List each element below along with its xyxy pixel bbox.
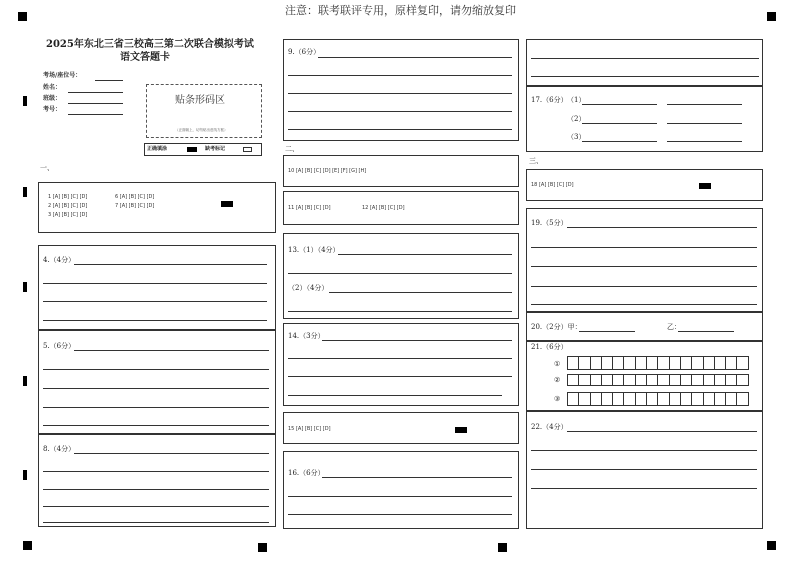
q20-label: 20.（2分）甲： — [531, 323, 582, 331]
name-field[interactable] — [68, 92, 123, 93]
answer-line — [579, 331, 635, 332]
q22-label: 22.（4分） — [531, 423, 568, 431]
q17-label: 17.（6分） — [531, 96, 568, 104]
choice-row[interactable]: 10 [A] [B] [C] [D] [E] [F] [G] [H] — [288, 168, 367, 174]
barcode-title: 贴条形码区 — [175, 95, 225, 106]
q19-label: 19.（5分） — [531, 219, 568, 227]
q14-label: 14.（3分） — [288, 332, 325, 340]
barcode-note: （正面朝上，切勿贴出虚线方框） — [175, 128, 228, 132]
answer-box-q17[interactable] — [526, 86, 763, 152]
bottom-mark-3 — [498, 543, 507, 552]
answer-line — [329, 292, 512, 293]
q21-row1-marker: ① — [554, 360, 561, 368]
answer-line — [288, 496, 512, 497]
answer-line — [43, 522, 269, 523]
seat-label: 考场/座位号： — [43, 72, 82, 79]
answer-line — [43, 283, 267, 284]
answer-line — [582, 141, 657, 142]
answer-line — [567, 431, 757, 432]
q21-row2-marker: ② — [554, 376, 561, 384]
answer-line — [531, 304, 757, 305]
corner-mark-bottom-left — [23, 541, 32, 550]
answer-line — [43, 320, 267, 321]
q13-part1-label: 13.（1）（4分） — [288, 246, 340, 254]
answer-line — [43, 506, 269, 507]
absent-mark-box[interactable] — [243, 147, 252, 152]
name-label: 姓名： — [43, 84, 62, 91]
answer-line — [531, 469, 757, 470]
answer-line — [531, 488, 757, 489]
absent-mark-label: 缺考标记 — [205, 146, 226, 152]
q20-yi-label: 乙： — [667, 323, 681, 331]
choice-row[interactable]: 15 [A] [B] [C] [D] — [288, 426, 331, 432]
q21-row3-marker: ③ — [554, 395, 561, 403]
answer-line — [531, 247, 757, 248]
answer-box-q8[interactable] — [38, 434, 276, 527]
answer-box-q22[interactable] — [526, 411, 763, 529]
answer-line — [288, 514, 512, 515]
choice-box-q15 — [283, 412, 519, 444]
answer-line — [288, 93, 512, 94]
side-mark-4 — [23, 376, 27, 386]
class-label: 班级： — [43, 95, 62, 102]
answer-box-q13[interactable] — [283, 233, 519, 319]
filled-mark — [221, 201, 233, 207]
choice-box-q18 — [526, 169, 763, 201]
side-mark-1 — [23, 96, 27, 106]
barcode-area[interactable] — [146, 84, 262, 138]
answer-box-q5[interactable] — [38, 330, 276, 434]
section-three-label: 三、 — [529, 157, 543, 165]
answer-line — [338, 254, 512, 255]
id-label: 考号： — [43, 106, 62, 113]
answer-line — [531, 286, 757, 287]
q5-label: 5.（6分） — [43, 342, 76, 350]
choice-row[interactable]: 6 [A] [B] [C] [D] — [115, 194, 155, 200]
answer-line — [667, 123, 742, 124]
answer-line — [678, 331, 734, 332]
answer-line — [288, 129, 512, 130]
answer-line — [43, 301, 267, 302]
q17-part3-label: （3） — [567, 133, 586, 141]
exam-title: 2025年东北三省三校高三第二次联合模拟考试 — [46, 39, 254, 50]
answer-line — [288, 395, 502, 396]
choice-box-1 — [38, 182, 276, 233]
q17-part2-label: （2） — [567, 115, 586, 123]
answer-box-q21[interactable] — [526, 341, 763, 411]
choice-row[interactable]: 2 [A] [B] [C] [D] — [48, 203, 88, 209]
character-grid-row3[interactable] — [567, 392, 749, 406]
choice-row[interactable]: 1 [A] [B] [C] [D] — [48, 194, 88, 200]
correct-fill-sample — [187, 147, 197, 152]
character-grid-row2[interactable] — [567, 374, 749, 386]
answer-line — [43, 369, 269, 370]
answer-line — [531, 266, 757, 267]
answer-box-q16[interactable] — [283, 451, 519, 529]
corner-mark-top-right — [767, 12, 776, 21]
filled-mark — [699, 183, 711, 189]
choice-row[interactable]: 18 [A] [B] [C] [D] — [531, 182, 574, 188]
answer-line — [288, 273, 512, 274]
id-field[interactable] — [68, 114, 123, 115]
answer-line — [531, 58, 759, 59]
corner-mark-bottom-right — [767, 541, 776, 550]
q21-label: 21.（6分） — [531, 343, 568, 351]
answer-line — [667, 104, 742, 105]
section-one-label: 一、 — [40, 164, 54, 172]
q16-label: 16.（6分） — [288, 469, 325, 477]
answer-box-q19[interactable] — [526, 208, 763, 312]
answer-line — [322, 340, 512, 341]
q17-part1-label: （1） — [567, 96, 586, 104]
answer-box-q14[interactable] — [283, 323, 519, 406]
bottom-mark-2 — [258, 543, 267, 552]
seat-field[interactable] — [95, 80, 123, 81]
side-mark-5 — [23, 470, 27, 480]
answer-box-q9[interactable] — [283, 39, 519, 141]
answer-line — [43, 407, 269, 408]
filled-mark — [455, 427, 467, 433]
answer-line — [43, 425, 269, 426]
answer-line — [582, 123, 657, 124]
answer-line — [74, 264, 267, 265]
choice-row[interactable]: 7 [A] [B] [C] [D] — [115, 203, 155, 209]
answer-line — [667, 141, 742, 142]
character-grid-row1[interactable] — [567, 356, 749, 370]
exam-subtitle: 语文答题卡 — [120, 52, 170, 63]
answer-box-q20[interactable] — [526, 312, 763, 341]
answer-line — [582, 104, 657, 105]
choice-box-q11-12 — [283, 191, 519, 225]
notice-text: 注意：联考联评专用，原样复印，请勿缩放复印 — [285, 4, 516, 17]
q8-label: 8.（4分） — [43, 445, 76, 453]
answer-line — [288, 75, 512, 76]
answer-line — [74, 350, 269, 351]
correct-fill-label: 正确填涂 — [147, 146, 168, 152]
answer-line — [531, 450, 757, 451]
answer-box-q4[interactable] — [38, 245, 276, 330]
section-two-label: 二、 — [285, 145, 299, 153]
corner-mark-top-left — [18, 12, 27, 21]
answer-line — [288, 358, 512, 359]
side-mark-2 — [23, 187, 27, 197]
answer-line — [288, 111, 512, 112]
choice-row[interactable]: 11 [A] [B] [C] [D] — [288, 205, 331, 211]
answer-line — [567, 227, 757, 228]
choice-box-q10 — [283, 155, 519, 187]
answer-line — [74, 453, 269, 454]
answer-line — [531, 76, 759, 77]
q9-label: 9.（6分） — [288, 48, 321, 56]
side-mark-3 — [23, 282, 27, 292]
answer-line — [43, 489, 269, 490]
answer-box-continued[interactable] — [526, 39, 763, 86]
class-field[interactable] — [68, 103, 123, 104]
answer-line — [43, 471, 269, 472]
answer-line — [288, 376, 512, 377]
q13-part2-label: （2）（4分） — [288, 284, 329, 292]
answer-line — [322, 477, 512, 478]
answer-line — [318, 57, 512, 58]
choice-row[interactable]: 12 [A] [B] [C] [D] — [362, 205, 405, 211]
q4-label: 4.（4分） — [43, 256, 76, 264]
fill-legend — [144, 143, 262, 156]
answer-line — [288, 311, 512, 312]
choice-row[interactable]: 3 [A] [B] [C] [D] — [48, 212, 88, 218]
answer-line — [43, 388, 269, 389]
